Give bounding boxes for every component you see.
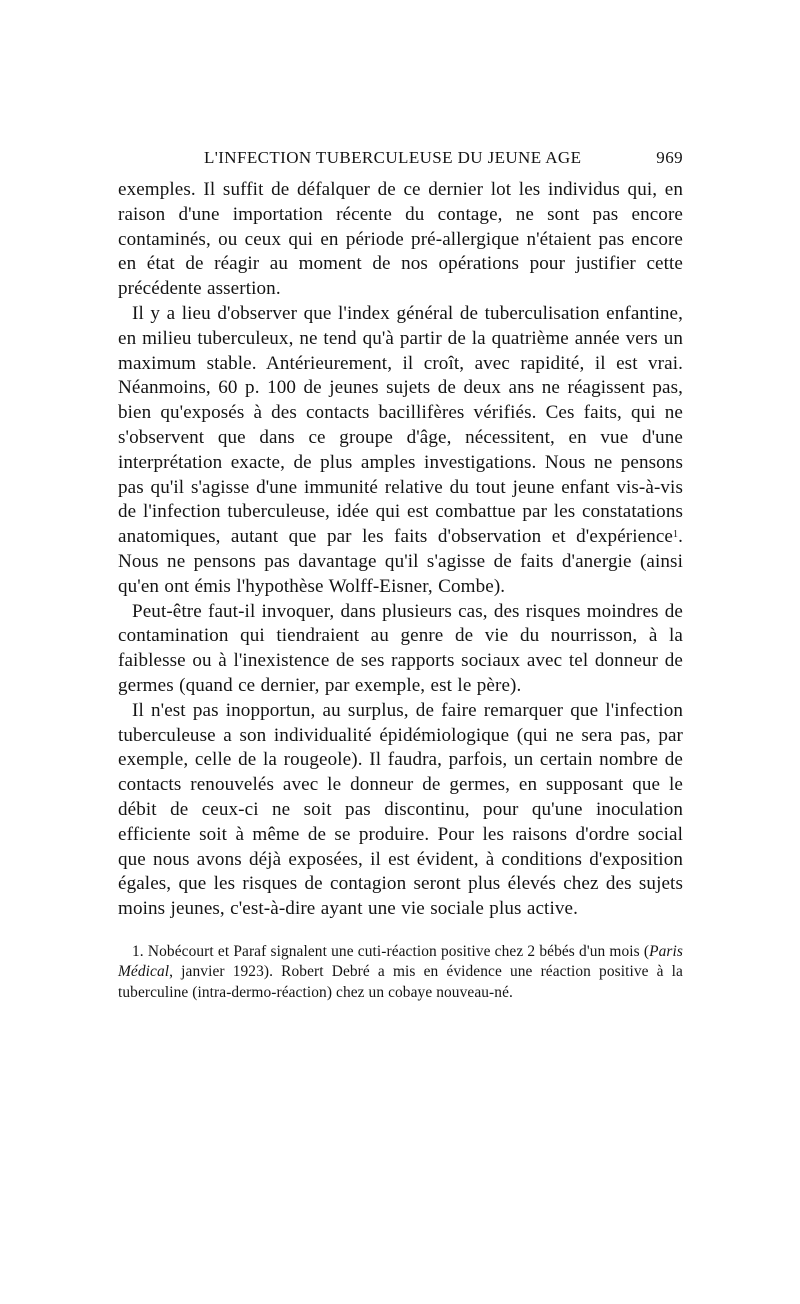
paragraph-1: exemples. Il suffit de défalquer de ce dernier lot les individus qui, en raison d'une importation récente du contage, ne sont pas encore contaminés, ou ceux qui en période pré-allergique n'étaient pas encore en état de réagir au moment de nos opérations pour justifier cette précédente assertion. [118, 179, 683, 300]
footnote-number: 1. [132, 942, 144, 960]
paragraph-2-text-after-note: . Nous ne pensons pas davantage qu'il s'agisse de faits d'anergie (ainsi qu'en ont émis l'hypothèse Wolff-Eisner, Combe). [118, 526, 683, 597]
page-number: 969 [656, 148, 683, 167]
footnote [118, 942, 683, 1004]
footnote-text-a: Nobécourt et Paraf signalent une cuti-réaction positive chez 2 bébés d'un mois ( [147, 942, 650, 960]
page-header [118, 148, 683, 178]
footnote-marker: 1 [673, 529, 679, 541]
paragraph-4: Il n'est pas inopportun, au surplus, de faire remarquer que l'infection tuberculeuse a son individualité épidémiologique (qui ne sera pas, par exemple, celle de la rougeole). Il faudra, parfois, un certain nombre de contacts renouvelés avec le donneur de germes, en supposant que le débit de ceux-ci ne soit pas discontinu, pour qu'une inoculation efficiente soit à même de se produire. Pour les raisons d'ordre social que nous avons déjà exposées, il est évident, à conditions d'exposition égales, que les risques de contagion seront plus élevés chez des sujets moins jeunes, c'est-à-dire ayant une vie sociale plus active. [118, 699, 683, 920]
paragraph-2-text-before-note: Il y a lieu d'observer que l'index général de tuberculisation enfantine, en milieu tuberculeux, ne tend qu'à partir de la quatrième année vers un maximum stable. Antérieurement, il croît, avec rapidité, il est vrai. Néanmoins, 60 p. 100 de jeunes sujets de deux ans ne réagissent pas, bien qu'exposés à des contacts bacillifères vérifiés. Ces faits, qui ne s'observent que dans ce groupe d'âge, nécessitent, en vue d'une interprétation exacte, de plus amples investigations. Nous ne pensons pas qu'il s'agisse d'une immunité relative du tout jeune enfant vis-à-vis de l'infection tuberculeuse, idée qui est combattue par les constatations anatomiques, autant que par les faits d'observation et d'expérience [118, 302, 683, 548]
paragraph-2 [118, 302, 683, 600]
document-page [118, 148, 683, 1003]
footnote-text-b: , janvier 1923). Robert Debré a mis en évidence une réaction positive à la tuberculine (intra-dermo-réaction) chez un cobaye nouveau-né. [118, 963, 683, 1001]
body-text [118, 178, 683, 922]
paragraph-3: Peut-être faut-il invoquer, dans plusieurs cas, des risques moindres de contamination qui tiendraient au genre de vie du nourrisson, à la faiblesse ou à l'inexistence de ses rapports sociaux avec tel donneur de germes (quand ce dernier, par exemple, est le père). [118, 600, 683, 696]
footnote-journal-title: Paris Médical [118, 942, 683, 981]
running-title: L'INFECTION TUBERCULEUSE DU JEUNE AGE [204, 148, 582, 167]
